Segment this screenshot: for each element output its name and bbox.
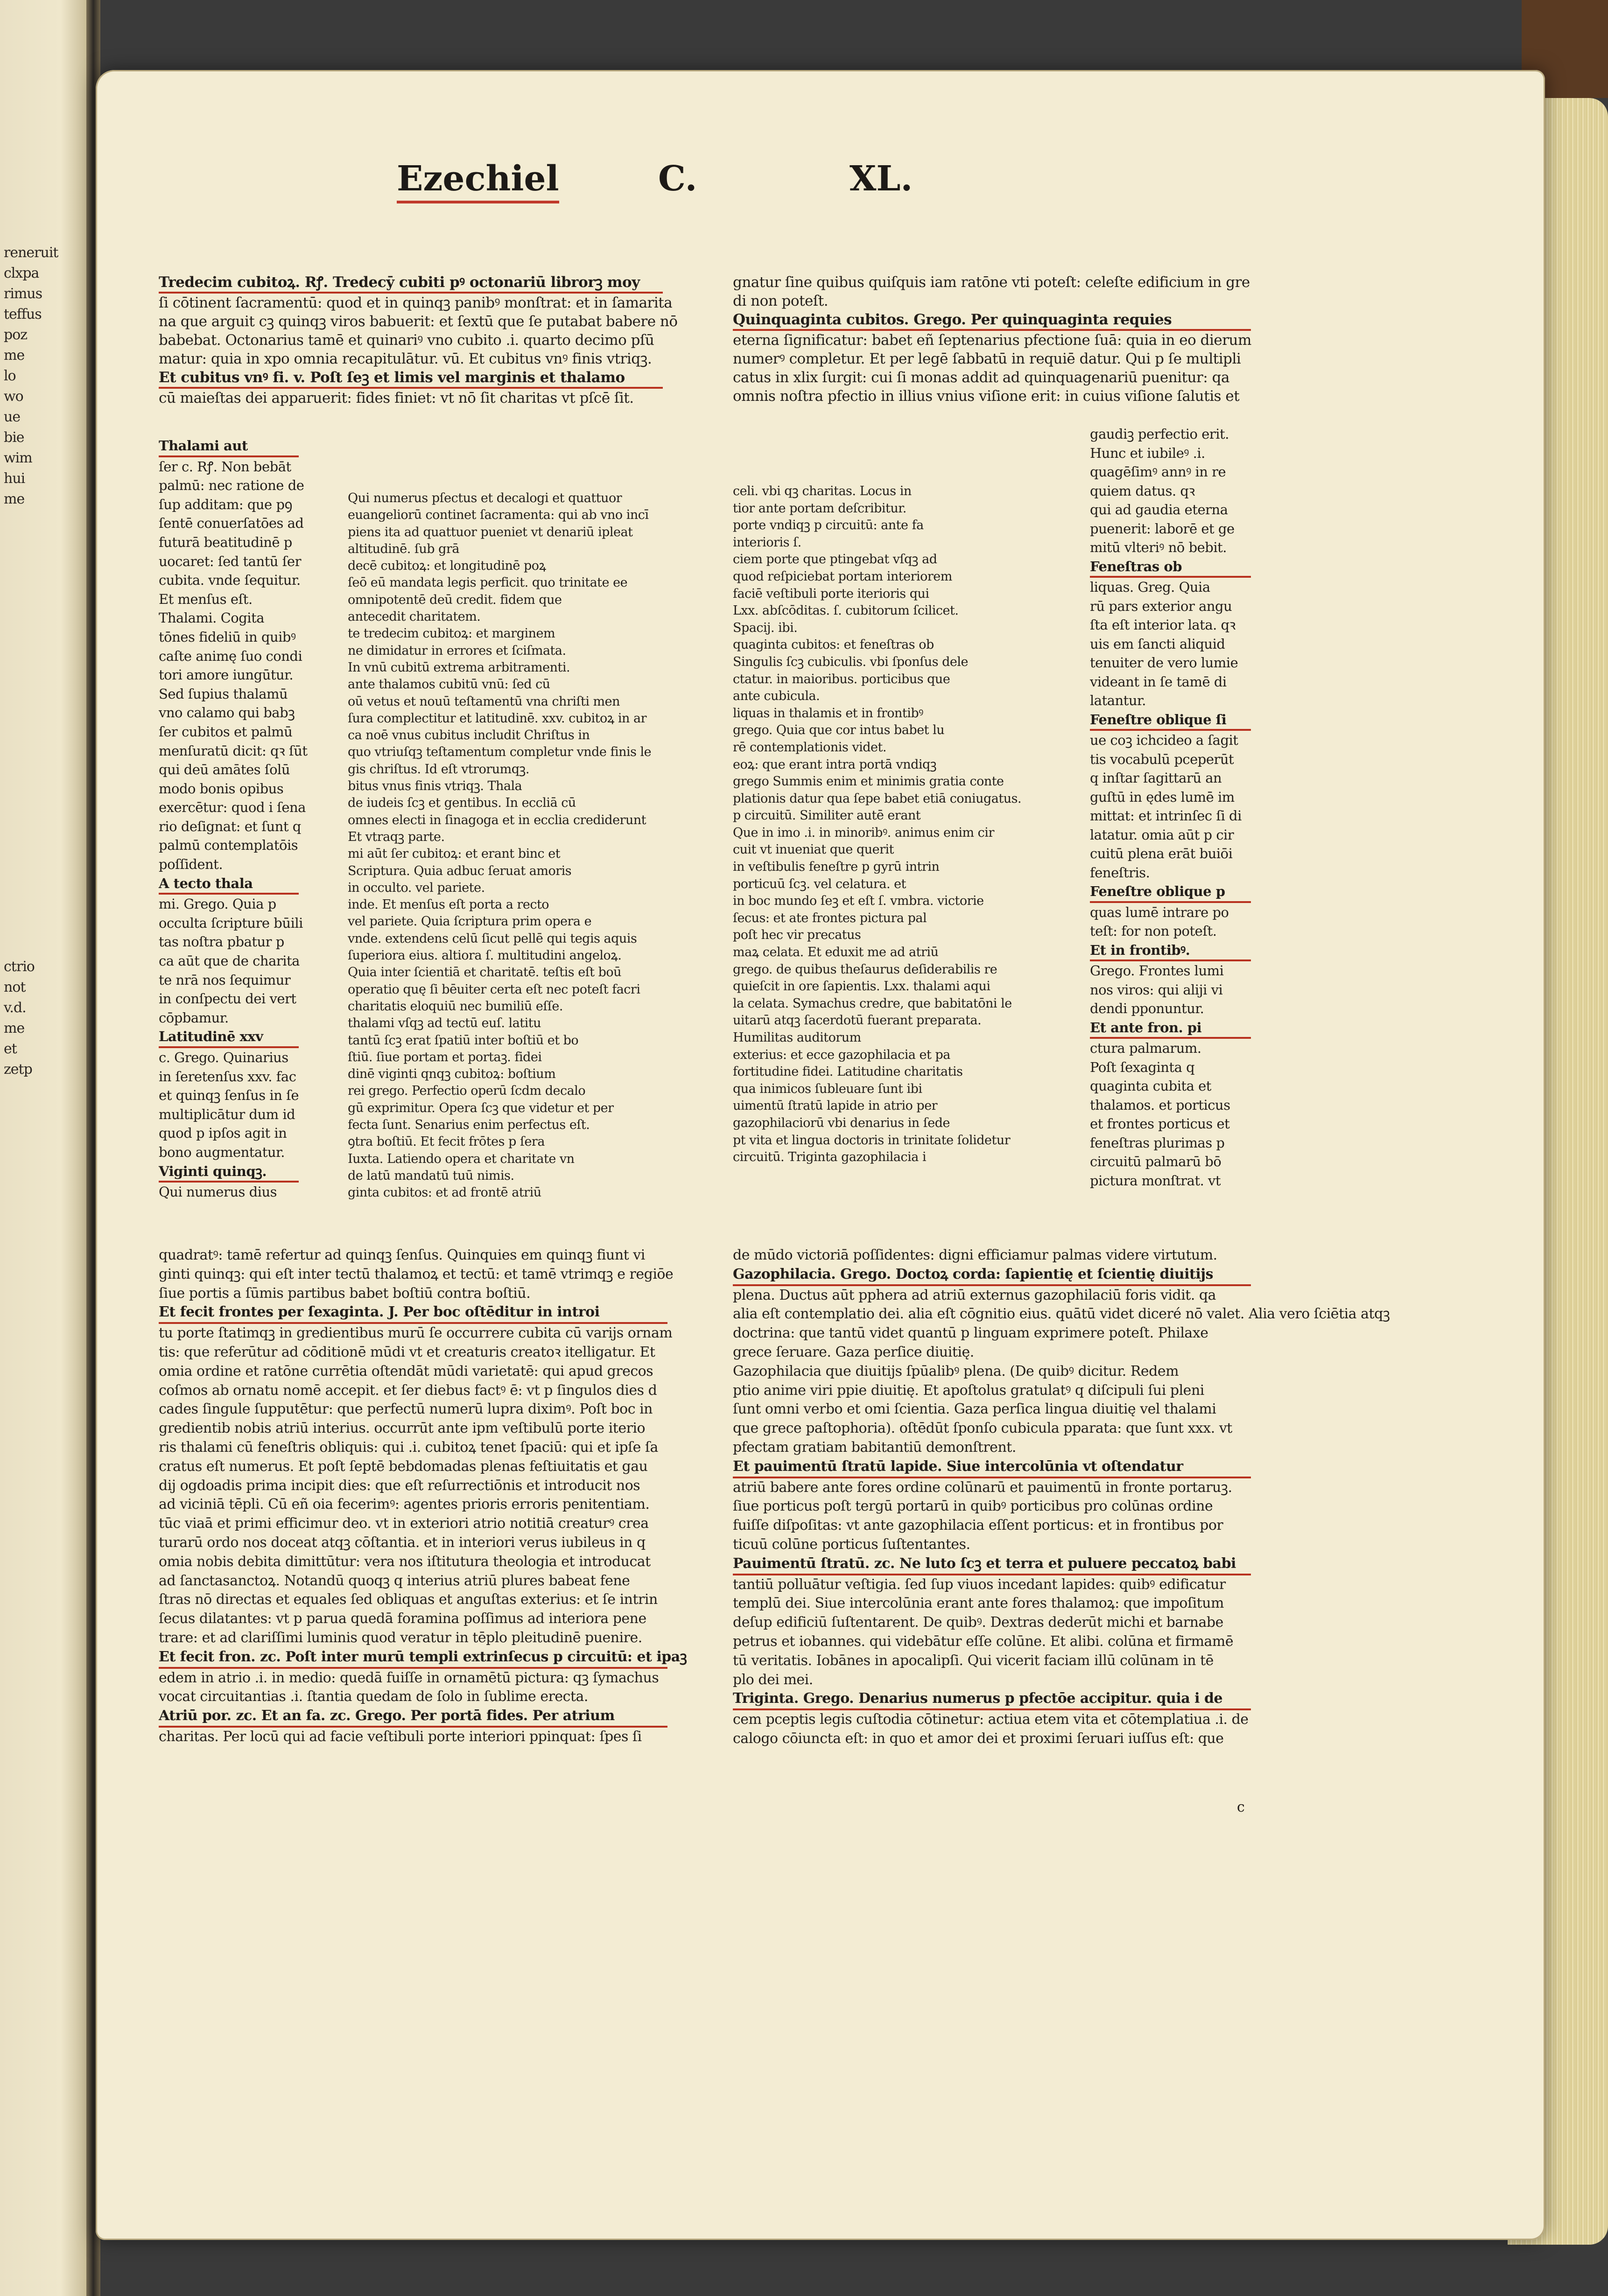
text-line: quo vtriuſqꝫ teſtamentum completur vnde finis le [348,745,652,760]
text-line: quod reſpiciebat portam interiorem [733,569,952,584]
text-line: q inſtar ſagittarū an [1090,770,1222,786]
text-line: Thalami. Cogita [159,610,265,626]
text-line: c. Grego. Quinarius [159,1050,288,1065]
text-line: altitudinē. ſub grā [348,541,459,556]
text-line: quiem datus. qꝛ [1090,483,1195,499]
text-line: plena. Ductus aūt pphera ad atriū externus gazophilaciū foris vidit. qa [733,1287,1216,1303]
facing-page-text-upper: reneruit clxpa rimus teffus poz me lo wo ue bie wim hui me [4,245,58,507]
text-line: palmū contemplatōis [159,837,298,854]
text-line: gū exprimitur. Opera ſcꝫ que videtur et per [348,1100,614,1115]
text-line: ue coꝫ ichcideo a ſagit [1090,732,1238,748]
text-line: Latitudinē xxv [159,1027,299,1048]
text-line: gaudiꝫ perfectio erit. [1090,426,1229,442]
text-line: cuitū plena erāt buiōi [1090,846,1233,861]
text-line: te tredecim cubitoꝝ: et marginem [348,626,555,641]
text-line: ante cubicula. [733,689,820,704]
text-line: ſecus dilatantes: vt p parua quedā foramina poſſimus ad interiora pene [159,1610,646,1627]
text-line: Viginti quinqꝫ. [159,1162,299,1183]
text-line: ptio anime viri ppie diuitię. Et apoſtolus gratulatꝰ q diſcipuli ſui pleni [733,1382,1204,1399]
text-line: porte vndiqꝫ p circuitū: ante fa [733,518,924,533]
text-line: la celata. Symachus credre, que babitatōni le [733,996,1012,1011]
col2-bottom-commentary [733,1246,1390,1749]
text-line: operatio quę ſi bēuiter certa eſt nec poteſt facri [348,982,640,997]
text-line: uis em ſancti aliquid [1090,636,1225,652]
text-line: nos viros: qui aliji vi [1090,981,1223,998]
text-line: tior ante portam deſcribitur. [733,501,906,516]
text-line: rū pars exterior angu [1090,598,1232,614]
text-line: uimentū ſtratū lapide in atrio per [733,1099,938,1113]
text-line: ſtiū. ſiue portam et portaꝫ. fidei [348,1050,542,1064]
text-line: bono augmentatur. [159,1144,285,1160]
text-line: bitus vnus finis vtriqꝫ. Thala [348,779,522,794]
text-line: Thalami aut [159,436,299,457]
text-line: faciē veſtibuli porte iterioris qui [733,586,929,601]
text-line: omia nobis debita dimittūtur: vera nos iſtitutura theologia et introducat [159,1553,651,1570]
text-line: Et pauimentū ſtratū lapide. Siue intercolūnia vt oſtendatur [733,1457,1251,1478]
text-line: quaginta cubitos: et feneſtras ob [733,637,934,652]
text-line: dij ogdoadis prima incipit dies: que eſt reſurrectiōnis et introducit nos [159,1477,640,1494]
text-line: gredientib nobis atriū interius. occurrūt ante ipm veſtibulū porte iterio [159,1420,646,1437]
col1-top-gloss [159,273,678,407]
text-line: qui deū amātes ſolū [159,762,290,778]
text-line: p circuitū. Similiter autē erant [733,808,921,823]
text-line: coſmos ab ornatu nomē accepit. et ſer diebus factꝰ ē: vt p ſingulos dies d [159,1382,657,1399]
text-line: circuitū. Triginta gazophilacia i [733,1150,927,1165]
text-line: mi. Grego. Quia p [159,896,276,912]
text-line: plo dei mei. [733,1671,813,1688]
text-line: fortitudine fidei. Latitudine charitatis [733,1064,963,1079]
text-line: numerꝰ completur. Et per legē ſabbatū in requiē datur. Qui p ſe multipli [733,350,1241,367]
text-line: mi aūt ſer cubitoꝝ: et erant binc et [348,847,561,861]
text-line: quod p ipſos agit in [159,1125,287,1141]
text-line: multiplicātur dum id [159,1106,295,1122]
text-line: ſup additam: que pꝯ [159,496,293,512]
text-line: vno calamo qui babꝫ [159,705,295,721]
text-line: calogo cōiuncta eſt: in quo et amor dei et proximi ſeruari iuſſus eſt: que [733,1730,1224,1747]
text-line: Et vtraqꝫ parte. [348,829,445,844]
col1-bottom-commentary [159,1246,687,1747]
text-line: euangeliorū continet ſacramenta: qui ab vno incī [348,508,649,523]
book-title: Ezechiel [397,159,559,203]
text-line: porticuū ſcꝫ. vel celatura. et [733,876,906,891]
text-line: Feneſtre oblique p [1090,882,1251,903]
text-line: tū veritatis. Iobānes in apocalipſi. Qui vicerit faciam illū colūnam in tē [733,1652,1214,1669]
text-line: pt vita et lingua doctoris in trinitate ſolidetur [733,1133,1011,1148]
text-line: inde. Et menſus eſt porta a recto [348,897,549,912]
text-line: A tecto thala [159,874,299,895]
text-line: caſte animę ſuo condi [159,648,302,664]
text-line: ſunt omni verbo et omi ſcientia. Gaza perſica lingua diuitię vel thalami [733,1401,1216,1418]
text-line: trare: et ad clariſſimi luminis quod veratur in tēplo pleitudinē puenire. [159,1629,642,1646]
col1-biblical-text [348,490,665,1201]
text-line: charitas. Per locū qui ad facie veſtibuli porte interiori ppinquat: ſpes ſi [159,1728,642,1745]
text-line: exterius: et ecce gazophilacia et pa [733,1047,950,1062]
text-line: uitarū atqꝫ ſacerdotū fuerant preparata. [733,1013,982,1028]
text-line: Quia inter ſcientiā et charitatē. teſtis eſt boū [348,965,622,980]
text-line: ſuperiora eius. altiora ſ. multitudini angeloꝝ. [348,948,622,963]
text-line: piens ita ad quattuor pueniet vt denariū ipleat [348,525,633,539]
text-line: omnipotentē deū credit. fidem que [348,592,562,607]
text-line: quieſcit in ore ſapientis. Lxx. thalami aqui [733,979,990,994]
text-line: puenerit: laborē et ge [1090,520,1235,537]
text-line: ginta cubitos: et ad frontē atriū [348,1185,541,1200]
text-line: poſt hec vir precatus [733,928,861,943]
text-line: ris thalami cū feneſtris obliquis: qui .i. cubitoꝝ tenet ſpaciū: qui et ipſe ſa [159,1439,658,1456]
text-line: in veſtibulis feneſtre p gyrū intrin [733,860,940,875]
text-line: In vnū cubitū extrema arbitramenti. [348,660,570,675]
text-line: Atriū por. zc. Et an fa. zc. Grego. Per portā fides. Per atrium [159,1707,667,1728]
text-line: Et fecit frontes per ſexaginta. J. Per boc oſtēditur in introi [159,1303,667,1324]
text-line: ciem porte que ptingebat vſqꝫ ad [733,552,937,567]
text-line: grego Summis enim et minimis gratia conte [733,774,1004,789]
text-line: grego. Quia que cor intus babet lu [733,723,945,738]
text-line: liquas. Greg. Quia [1090,579,1210,595]
text-line: templū dei. Siue intercolūnia erant ante fores thalamoꝝ: que impoſitum [733,1595,1224,1612]
text-line: Et menſus eſt. [159,591,253,607]
text-line: quaginta cubita et [1090,1078,1211,1094]
text-line: Feneſtras ob [1090,557,1251,578]
text-line: tori amore iungūtur. [159,667,294,683]
text-line: Triginta. Grego. Denarius numerus p pfectōe accipitur. quia i de [733,1689,1251,1710]
col2-top-gloss [733,273,1251,406]
text-line: quas lumē intrare po [1090,904,1229,920]
text-line: latantur. [1090,693,1146,708]
text-line: Feneſtre oblique ſi [1090,710,1251,731]
text-line: gis chriſtus. Id eſt vtrorumqꝫ. [348,762,529,777]
facing-page-text-lower: ctrio not v.d. me et zetp [4,959,35,1078]
text-line: Grego. Frontes lumi [1090,963,1224,979]
text-line: poſſident. [159,856,223,873]
text-line: tas noſtra pbatur p [159,934,284,950]
col1-narrow-commentary [159,436,308,1202]
text-line: futurā beatitudinē p [159,534,292,550]
text-line: que grece paſtophoria). oſtēdūt ſponſo cubicula pparata: que ſunt xxx. vt [733,1420,1232,1437]
text-line: exercētur: quod i ſena [159,799,306,816]
text-line: ſer cubitos et palmū [159,723,293,740]
text-line: deſup edificiū ſuſtentarent. De quibꝰ. Dextras dederūt michi et barnabe [733,1614,1223,1631]
text-line: Quinquaginta cubitos. Grego. Per quinquaginta requies [733,310,1251,331]
text-line: Tredecim cubitoꝝ. Rꝭ. Tredecȳ cubiti pꝰ octonariū librorꝫ moy [159,273,663,294]
text-line: de latū mandatū tuū nimis. [348,1168,514,1183]
text-line: Pauimentū ſtratū. zc. Ne luto ſcꝫ et terra et puluere peccatoꝝ babi [733,1554,1251,1575]
text-line: antecedit charitatem. [348,609,481,624]
text-line: et quinqꝫ ſenſus in ſe [159,1087,299,1104]
text-line: cōpbamur. [159,1009,229,1026]
text-line: ſi cōtinent ſacramentū: quod et in quinqꝫ panibꝰ monſtrat: et in ſamarita [159,294,673,311]
text-line: feneſtras plurimas p [1090,1134,1225,1151]
text-line: in ſeretenſus xxv. fac [159,1068,296,1085]
text-line: turarū ordo nos doceat atqꝫ cōſtantia. et in interiori verus iubileus in q [159,1534,646,1551]
text-line: in occulto. vel pariete. [348,880,485,895]
text-line: ca aūt que de charita [159,953,300,969]
text-line: ſeō eū mandata legis perficit. quo trinitate ee [348,575,628,590]
chapter-letter: C. [658,159,697,199]
running-head [397,159,957,215]
text-line: Et ante fron. pi [1090,1018,1251,1039]
text-line: catus in xlix ſurgit: cui ſi monas addit ad quinquagenariū puenitur: qa [733,369,1229,386]
text-line: ſiue porticus poſt tergū portarū in quibꝰ porticibus pro colūnas ordine [733,1498,1213,1515]
text-line: de mūdo victoriā poſſidentes: digni efficiamur palmas videre virtutum. [733,1247,1217,1263]
text-line: ne dimidatur in errores et ſciſmata. [348,643,566,658]
text-line: te nrā nos ſequimur [159,972,291,988]
text-line: ginti quinqꝫ: qui eſt inter tectū thalamoꝝ et tectū: et tamē vtrimqꝫ e regiōe [159,1266,674,1282]
text-line: tenuiter de vero lumie [1090,655,1238,671]
text-line: qua inimicos ſubleuare ſunt ibi [733,1081,922,1096]
facing-page-edge [0,0,86,2296]
text-line: in boc mundo ſeꝫ et eſt ſ. vmbra. victorie [733,894,984,909]
text-line: na que arguit cꝫ quinqꝫ viros babuerit: et ſextū que ſe putabat babere nō [159,313,678,330]
text-line: feneſtris. [1090,864,1150,881]
text-line: modo bonis opibus [159,780,284,797]
text-line: tu porte ſtatimqꝫ in gredientibus murū ſe occurrere cubita cū varijs ornam [159,1325,673,1342]
text-line: mitū vlteriꝰ nō bebit. [1090,539,1227,555]
text-line: atriū babere ante fores ordine colūnarū et pauimentū in fronte portaruꝫ. [733,1479,1232,1496]
text-line: oū vetus et nouū teſtamentū vna chriſti men [348,694,620,709]
chapter-number: XL. [850,159,913,199]
text-line: ctura palmarum. [1090,1040,1201,1056]
text-line: cubita. vnde ſequitur. [159,572,301,588]
text-line: eoꝝ: que erant intra portā vndiqꝫ [733,757,937,772]
text-line: Gazophilacia que diuitijs ſpūalibꝰ plena. (De quibꝰ dicitur. Redem [733,1363,1179,1379]
text-line: gnatur ſine quibus quiſquis iam ratōne vti poteſt: celeſte edificium in gre [733,274,1250,291]
text-line: Humilitas auditorum [733,1030,861,1045]
text-line: thalami vſqꝫ ad tectū euſ. latitu [348,1016,541,1031]
text-line: qui ad gaudia eterna [1090,502,1228,518]
text-line: fuiſſe diſpoſitas: vt ante gazophilacia eſſent porticus: et in frontibus por [733,1517,1223,1534]
text-line: tantiū polluātur veſtigia. ſed ſup viuos incedant lapides: quibꝰ edificatur [733,1576,1226,1593]
text-line: Sed ſupius thalamū [159,686,288,702]
text-line: ſentē conuerſatōes ad [159,515,304,532]
text-line: ticuū colūne porticus ſuſtentantes. [733,1536,970,1553]
text-line: celi. vbi qꝫ charitas. Locus in [733,484,912,498]
text-line: cratus eſt numerus. Et poſt ſeptē bebdomadas plenas feſtiuitatis et gau [159,1458,648,1475]
text-line: pfectam gratiam babitantiū demonſtrent. [733,1439,1016,1456]
text-line: di non poteſt. [733,293,829,309]
text-line: thalamos. et porticus [1090,1097,1230,1113]
text-line: omnis noſtra pfectio in illius vnius viſione erit: in cuius viſione ſalutis et [733,388,1240,405]
text-line: ꝯtra boſtiū. Et fecit frōtes p ſera [348,1134,545,1149]
text-line: Scriptura. Quia adbuc ſeruat amoris [348,863,572,878]
text-line: gazophilaciorū vbi denarius in ſede [733,1115,950,1130]
text-line: grece ſeruare. Gaza perſice diuitię. [733,1344,974,1360]
text-line: edem in atrio .i. in medio: quedā fuiſſe in ornamētū pictura: qꝫ ſymachus [159,1669,659,1686]
text-line: occulta ſcripture būili [159,915,303,931]
text-line: dendi pponuntur. [1090,1001,1204,1016]
text-line: Et fecit fron. zc. Poſt inter murū templi extrinſecus p circuitū: et ipaꝫ [159,1648,667,1669]
text-line: ctatur. in maioribus. porticibus que [733,672,950,686]
text-line: uocaret: ſed tantū ſer [159,553,301,569]
text-line: Et cubitus vnꝰ fi. v. Poſt ſeꝫ et limis vel marginis et thalamo [159,368,663,389]
text-line: Hunc et iubileꝰ .i. [1090,445,1205,461]
text-line: tantū ſcꝫ erat ſpatiū inter boſtiū et bo [348,1033,579,1048]
text-line: Spacij. ibi. [733,620,798,635]
text-line: rē contemplationis videt. [733,740,886,755]
text-line: rei grego. Perfectio operū ſcdm decalo [348,1084,586,1099]
text-line: maꝝ celata. Et eduxit me ad atriū [733,945,939,960]
text-line: rio deſignat: et ſunt q [159,818,301,834]
text-line: doctrina: que tantū videt quantū p linguam exprimere poteſt. Philaxe [733,1325,1208,1342]
text-line: alia eſt contemplatio dei. alia eſt cōgnitio eius. quātū videt diceré nō valet. Alia vero ſciētia atqꝫ [733,1306,1390,1323]
text-line: decē cubitoꝝ: et longitudinē poꝝ [348,559,546,574]
text-line: vocat circuitantias .i. ſtantia quedam de ſolo in ſublime erecta. [159,1688,588,1705]
text-line: in conſpectu dei vert [159,991,296,1007]
text-line: pictura monſtrat. vt [1090,1172,1221,1189]
text-line: Et in frontibꝰ. [1090,941,1251,962]
text-line: dinē viginti qnqꝫ cubitoꝝ: boſtium [348,1067,556,1082]
text-line: tūc viaā et primi efficimur deo. vt in exteriori atrio notitiā creaturꝰ crea [159,1515,649,1532]
text-line: ca noē vnus cubitus includit Chriſtus in [348,728,590,743]
text-line: cuit vt inueniat que querit [733,842,894,857]
text-line: tis: que referūtur ad cōditionē mūdi vt et creaturis creatoꝛ itelligatur. Et [159,1344,655,1360]
text-line: fecta ſunt. Senarius enim perfectus eſt. [348,1117,590,1132]
text-line: ſura complectitur et latitudinē. xxv. cubitoꝝ in ar [348,711,647,726]
text-line: ſer c. Rꝭ. Non bebāt [159,458,291,475]
text-line: eterna ſignificatur: babet eñ ſeptenarius pfectione ſuā: quia in eo dierum [733,332,1251,349]
text-line: Gazophilacia. Grego. Doctoꝝ corda: ſapientię et ſcientię diuitijs [733,1265,1251,1286]
text-line: matur: quia in xpo omnia recapitulātur. vū. Et cubitus vnꝰ finis vtriqꝫ. [159,350,652,367]
text-line: Qui numerus pſectus et decalogi et quattuor [348,491,622,505]
text-line: ſtras nō directas et equales ſed obliquas et anguſtas exterius: et ſe intrin [159,1591,658,1608]
text-line: quadratꝰ: tamē refertur ad quinqꝫ ſenſus. Quinquies em quinqꝫ fiunt vi [159,1247,645,1263]
text-line: quagēſimꝰ annꝰ in re [1090,464,1226,480]
text-line: teſt: for non poteſt. [1090,923,1217,939]
text-line: et frontes porticus et [1090,1116,1230,1132]
text-line: mittat: et intrinſec ſi di [1090,808,1242,824]
text-line: circuitū palmarū bō [1090,1154,1222,1169]
text-line: interioris ſ. [733,535,801,550]
text-line: Que in imo .i. in minoribꝰ. animus enim cir [733,825,994,840]
text-line: Iuxta. Latiendo opera et charitate vn [348,1151,575,1166]
text-line: Qui numerus dius [159,1184,277,1200]
text-line: guſtū in ędes lumē im [1090,789,1235,805]
text-line: tis vocabulū pceperūt [1090,751,1234,767]
signature-mark: c [1237,1799,1245,1815]
text-line: Poſt ſexaginta q [1090,1059,1195,1075]
text-line: vel pariete. Quia ſcriptura prim opera e [348,914,592,929]
text-line: ad ſanctasanctoꝝ. Notandū quoqꝫ q interius atriū plures babeat fene [159,1572,630,1589]
text-line: cades ſingule ſupputētur: que perfectū numerū lupra diximꝰ. Poſt boc in [159,1401,653,1418]
text-line: grego. de quibus theſaurus deſiderabilis re [733,962,997,977]
col2-biblical-text [733,483,1046,1166]
text-line: de iudeis ſcꝫ et gentibus. In eccliā cū [348,796,576,811]
text-line: menſuratū dicit: qꝛ ſūt [159,742,308,759]
text-line: tōnes fideliū in quibꝰ [159,629,296,645]
text-line: ad viciniā tēpli. Cū eñ oia fecerimꝰ: agentes prioris erroris penitentiam. [159,1496,650,1513]
text-line: omia ordine et ratōne currētia oſtendāt mūdi varietatē: qui apud grecos [159,1363,653,1379]
text-line: liquas in thalamis et in frontibꝰ [733,706,923,721]
text-line: babebat. Octonarius tamē et quinariꝰ vno cubito .i. quarto decimo pſū [159,332,654,349]
text-line: Singulis ſcꝫ cubiculis. vbi ſponſus dele [733,654,969,669]
text-line: Lxx. abſcōditas. ſ. cubitorum ſcilicet. [733,603,959,618]
text-line: petrus et iobannes. qui videbātur eſſe colūne. Et alibi. colūna et firmamē [733,1633,1234,1650]
text-line: vnde. extendens celū ſicut pellē qui tegis aquis [348,931,637,946]
text-line: ſta eſt interior lata. qꝛ [1090,617,1236,633]
text-line: omnes electi in ſinagoga et in ecclia crediderunt [348,812,646,827]
text-line: ante thalamos cubitū vnū: ſed cū [348,677,550,692]
text-line: cū maieſtas dei apparuerit: fides finiet: vt nō ſit charitas vt pſcē ſit. [159,390,634,406]
text-line: latatur. omia aūt p cir [1090,826,1234,843]
text-line: ſecus: et ate frontes pictura pal [733,910,927,925]
text-line: cem pceptis legis cuſtodia cōtinetur: actiua etem vita et cōtemplatiua .i. de [733,1711,1249,1728]
text-line: videant in ſe tamē di [1090,673,1227,690]
text-line: charitatis eloquiū nec bumiliū eſſe. [348,999,563,1014]
col2-side-commentary [1090,425,1251,1190]
text-line: plationis datur qua ſepe babet etiā coniugatus. [733,791,1022,806]
text-line: ſiue portis a ſūmis partibus babet boſtiū contra boſtiū. [159,1285,531,1302]
text-line: palmū: nec ratione de [159,477,304,494]
